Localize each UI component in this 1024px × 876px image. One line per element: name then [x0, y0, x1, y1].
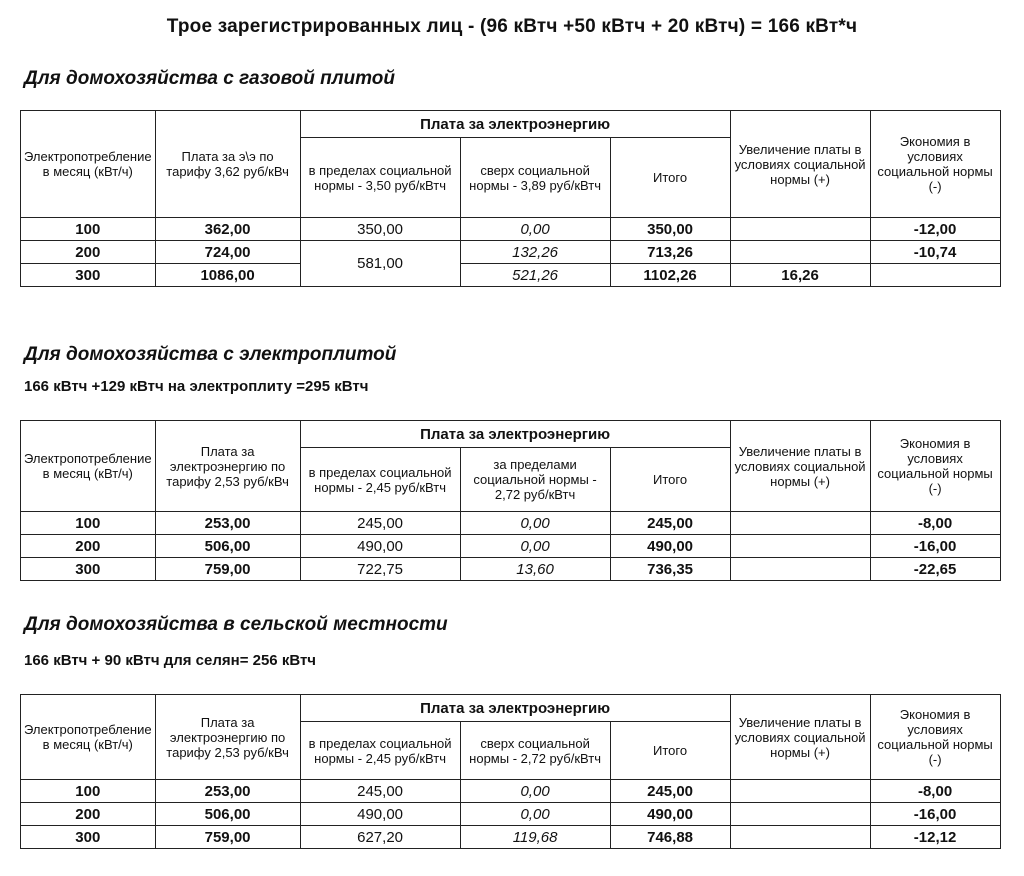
table-row: [21, 803, 1001, 826]
cell-tariff: 1086,00: [155, 264, 300, 287]
cell-total: 746,88: [610, 826, 730, 849]
cell-increase: [730, 535, 870, 558]
header-group: Плата за электроэнергию: [300, 695, 730, 722]
cell-consumption: 300: [21, 264, 156, 287]
header-within: в пределах социальной нормы - 3,50 руб/кВтч: [300, 138, 460, 218]
cell-increase: [730, 803, 870, 826]
cell-increase: [730, 512, 870, 535]
cell-total: 245,00: [610, 780, 730, 803]
table-row: [21, 241, 1001, 264]
cell-total: 713,26: [610, 241, 730, 264]
cell-tariff: 362,00: [155, 218, 300, 241]
cell-above: 0,00: [460, 512, 610, 535]
cell-savings: -22,65: [870, 558, 1000, 581]
cell-consumption: 200: [21, 803, 156, 826]
cell-consumption: 100: [21, 512, 156, 535]
cell-total: 350,00: [610, 218, 730, 241]
cell-savings: -16,00: [870, 535, 1000, 558]
section-heading-electric: Для домохозяйства с электроплитой: [24, 344, 397, 365]
cell-tariff: 506,00: [155, 803, 300, 826]
cell-consumption: 300: [21, 558, 156, 581]
cell-within: 627,20: [300, 826, 460, 849]
cell-within: 490,00: [300, 803, 460, 826]
cell-savings: -8,00: [870, 512, 1000, 535]
cell-increase: [730, 241, 870, 264]
cell-consumption: 300: [21, 826, 156, 849]
cell-above: 0,00: [460, 218, 610, 241]
header-savings: Экономия в условиях социальной нормы (-): [870, 421, 1000, 512]
cell-savings: -16,00: [870, 803, 1000, 826]
cell-savings: -8,00: [870, 780, 1000, 803]
header-group: Плата за электроэнергию: [300, 421, 730, 448]
header-above: за пределами социальной нормы - 2,72 руб/кВтч: [460, 448, 610, 512]
cell-increase: [730, 780, 870, 803]
cell-tariff: 759,00: [155, 558, 300, 581]
header-consumption: Электропотребление в месяц (кВт/ч): [21, 421, 156, 512]
table-row: [21, 535, 1001, 558]
table-row: [21, 264, 1001, 287]
section-subheading-rural: 166 кВтч + 90 кВтч для селян= 256 кВтч: [24, 652, 317, 669]
header-tariff: Плата за э\э по тарифу 3,62 руб/кВч: [155, 111, 300, 218]
header-increase: Увеличение платы в условиях социальной нормы (+): [730, 695, 870, 780]
cell-increase: [730, 218, 870, 241]
cell-total: 1102,26: [610, 264, 730, 287]
cell-savings: -12,00: [870, 218, 1000, 241]
cell-tariff: 724,00: [155, 241, 300, 264]
cell-savings: -12,12: [870, 826, 1000, 849]
cell-tariff: 253,00: [155, 512, 300, 535]
cell-total: 245,00: [610, 512, 730, 535]
cell-above: 132,26: [460, 241, 610, 264]
header-consumption: Электропотребление в месяц (кВт/ч): [21, 111, 156, 218]
header-tariff: Плата за электроэнергию по тарифу 2,53 руб/кВч: [155, 695, 300, 780]
cell-total: 490,00: [610, 803, 730, 826]
cell-above: 0,00: [460, 780, 610, 803]
header-savings: Экономия в условиях социальной нормы (-): [870, 695, 1000, 780]
header-group: Плата за электроэнергию: [300, 111, 730, 138]
header-consumption: Электропотребление в месяц (кВт/ч): [21, 695, 156, 780]
cell-tariff: 253,00: [155, 780, 300, 803]
cell-tariff: 759,00: [155, 826, 300, 849]
header-total: Итого: [610, 722, 730, 780]
cell-increase: [730, 826, 870, 849]
section-subheading-electric: 166 кВтч +129 кВтч на электроплиту =295 кВтч: [24, 378, 369, 395]
cell-tariff: 506,00: [155, 535, 300, 558]
cell-within: 581,00: [300, 241, 460, 287]
cell-within: 722,75: [300, 558, 460, 581]
cell-within: 350,00: [300, 218, 460, 241]
cell-savings: -10,74: [870, 241, 1000, 264]
cell-total: 736,35: [610, 558, 730, 581]
table-row: [21, 218, 1001, 241]
cell-above: 521,26: [460, 264, 610, 287]
header-total: Итого: [610, 138, 730, 218]
section-heading-rural: Для домохозяйства в сельской местности: [24, 614, 448, 635]
cell-consumption: 200: [21, 535, 156, 558]
section-heading-gas: Для домохозяйства с газовой плитой: [24, 68, 396, 89]
header-increase: Увеличение платы в условиях социальной нормы (+): [730, 111, 870, 218]
cell-consumption: 100: [21, 780, 156, 803]
cell-consumption: 200: [21, 241, 156, 264]
header-above: сверх социальной нормы - 2,72 руб/кВтч: [460, 722, 610, 780]
table-row: [21, 512, 1001, 535]
table-row: [21, 558, 1001, 581]
cell-consumption: 100: [21, 218, 156, 241]
cell-within: 245,00: [300, 512, 460, 535]
header-above: сверх социальной нормы - 3,89 руб/кВтч: [460, 138, 610, 218]
header-total: Итого: [610, 448, 730, 512]
cell-savings: [870, 264, 1000, 287]
table-row: [21, 780, 1001, 803]
table-row: [21, 826, 1001, 849]
page-title: Трое зарегистрированных лиц - (96 кВтч +50 кВтч + 20 кВтч) = 166 кВт*ч: [166, 16, 858, 37]
cell-increase: [730, 558, 870, 581]
cell-above: 13,60: [460, 558, 610, 581]
cell-within: 490,00: [300, 535, 460, 558]
header-within: в пределах социальной нормы - 2,45 руб/кВтч: [300, 722, 460, 780]
cell-above: 0,00: [460, 535, 610, 558]
cell-total: 490,00: [610, 535, 730, 558]
table-rural: [20, 694, 1001, 849]
table-electric-stove: [20, 420, 1001, 581]
table-gas-stove: [20, 110, 1001, 287]
cell-above: 0,00: [460, 803, 610, 826]
cell-within: 245,00: [300, 780, 460, 803]
cell-above: 119,68: [460, 826, 610, 849]
header-savings: Экономия в условиях социальной нормы (-): [870, 111, 1000, 218]
header-increase: Увеличение платы в условиях социальной нормы (+): [730, 421, 870, 512]
cell-increase: 16,26: [730, 264, 870, 287]
header-tariff: Плата за электроэнергию по тарифу 2,53 руб/кВч: [155, 421, 300, 512]
header-within: в пределах социальной нормы - 2,45 руб/кВтч: [300, 448, 460, 512]
